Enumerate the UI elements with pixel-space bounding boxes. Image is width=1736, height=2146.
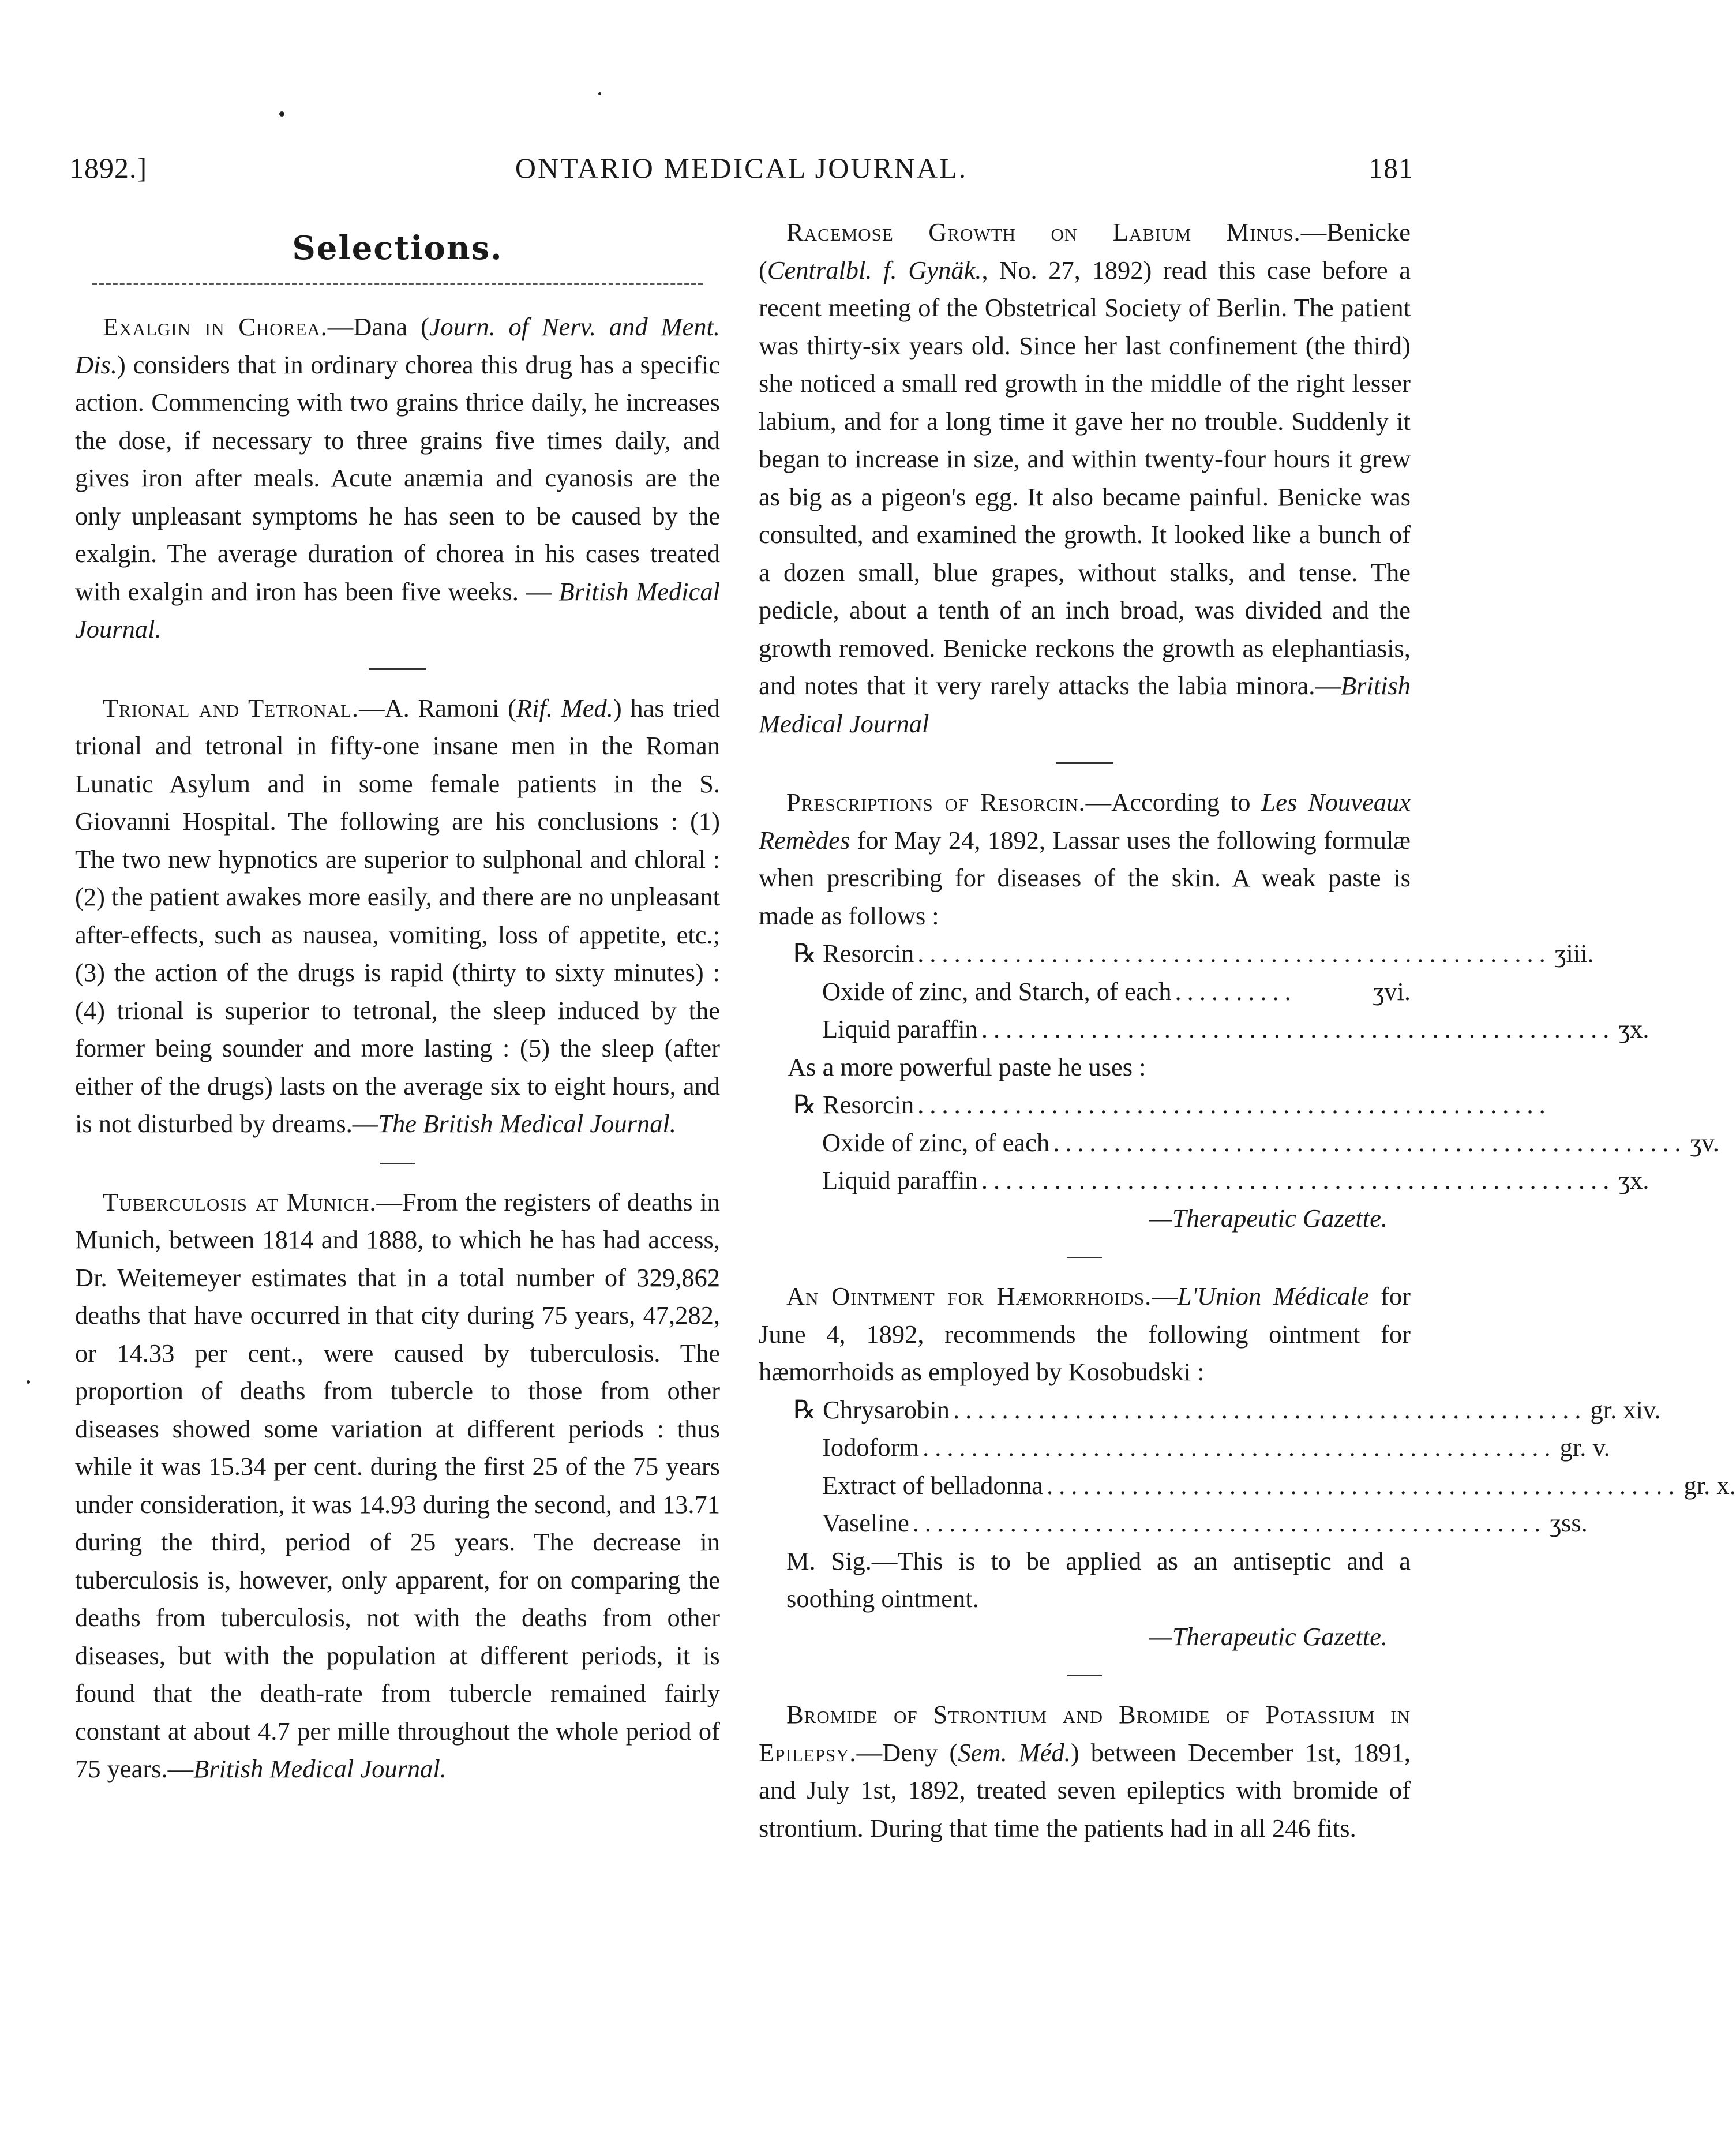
article-author: Dana <box>353 312 408 341</box>
article-title: Exalgin in Chorea. <box>103 312 328 341</box>
right-column <box>759 214 1736 1847</box>
article-text: considers that in ordinary chorea this drug has a specific action. Commencing with two grains thrice daily, he increases the dose, if necessary to three grains five times daily, and gives iron after meals. Acute anæmia and cyanosis are the only unpleasant symptoms he has seen to be caused by the exalgin. The average duration of chorea in his cases treated with exalgin and iron has been five weeks. <box>75 350 720 606</box>
article-author: A. Ramoni <box>384 693 500 722</box>
quantity: gr. v. <box>1559 1433 1610 1462</box>
ink-speck <box>279 111 284 117</box>
prescription-line: Liquid paraffin .................................................... ʒx. <box>793 1010 1411 1048</box>
article-resorcin: Prescriptions of Resorcin.—According to Les Nouveaux Remèdes for May 24, 1892, Lassar uses the following formulæ when prescribing for diseases of the skin. A weak paste is made as follows : <box>759 788 1411 930</box>
quantity: ʒiii. <box>1554 939 1594 968</box>
running-header <box>69 151 1413 192</box>
prescription-line: Iodoform .................................................... gr. v. <box>793 1429 1411 1467</box>
article-author: Deny <box>882 1737 938 1767</box>
article-credit: British Medical Journal. <box>75 576 720 643</box>
ink-speck <box>598 92 601 95</box>
article-credit: —Therapeutic Gazette. <box>1149 1621 1388 1651</box>
article-bromide: Bromide of Strontium and Bromide of Potassium in Epilepsy.—Deny (Sem. Méd.) between December 1st, 1891, and July 1st, 1892, treated seven epileptics with bromide of strontium. During that time the patients had in all 246 fits. <box>759 1700 1411 1842</box>
prescription-line: Extract of belladonna .................................................... gr. x. <box>793 1467 1411 1505</box>
article-text: From the registers of deaths in Munich, between 1814 and 1888, to which he has had access, Dr. Weitemeyer estimates that in a total number of 329,862 deaths that have occurred in that city during 75 years, 47,282, or 14.33 per cent., were caused by tuberculosis. The proportion of deaths from tubercle to those from other diseases showed some variation at different periods : thus while it was 15.34 per cent. during the first 25 of the 75 years under consideration, it was 14.93 during the second, and 13.71 during the third, period of 25 years. The decrease in tuberculosis is, however, only apparent, for on comparing the deaths from tuberculosis, not with the deaths from other diseases, but with the population at different periods, it is found that the death-rate from tubercle remained fairly constant at about 4.7 per mille throughout the whole period of 75 years. <box>75 1187 720 1783</box>
article-title: Prescriptions of Resorcin. <box>786 788 1086 817</box>
ingredient: Liquid paraffin <box>822 1166 978 1194</box>
article-source: Rif. Med. <box>516 693 613 722</box>
article-text: for May 24, 1892, Lassar uses the following formulæ when prescribing for diseases of the skin. A weak paste is made as follows : <box>759 825 1411 930</box>
prescription-note-text: As a more powerful paste he uses : <box>788 1052 1146 1081</box>
article-divider <box>369 668 426 670</box>
prescription-weak-paste <box>788 935 1719 1200</box>
article-text: According to <box>1111 788 1251 817</box>
ingredient: ℞ Chrysarobin <box>793 1395 950 1424</box>
prescription-ointment <box>793 1391 1736 1542</box>
prescription-line: Oxide of zinc, of each .................................................... ʒv. <box>793 1124 1411 1162</box>
header-journal-title: ONTARIO MEDICAL JOURNAL. <box>515 152 968 184</box>
article-text: , No. 27, 1892) read this case before a recent meeting of the Obstetrical Society of Berlin. The patient was thirty-six years old. Since her last confinement (the third) she noticed a small red growth in the middle of the right lesser labium, and for a long time it gave her no trouble. Suddenly it began to increase in size, and within twenty-four hours it grew as big as a pigeon's egg. It also became painful. Benicke was consulted, and examined the growth. It looked like a bunch of a dozen small, blue grapes, without stalks, and tense. The pedicle, about a tenth of an inch broad, was divided and the growth removed. Benicke reckons the growth as elephantiasis, and notes that it very rarely attacks the labia minora. <box>759 255 1411 700</box>
prescription-line: Liquid paraffin .................................................... ʒx. <box>793 1162 1411 1200</box>
ingredient: Extract of belladonna <box>822 1470 1044 1500</box>
quantity: ʒx. <box>1618 1166 1649 1194</box>
article-divider <box>1056 762 1113 764</box>
article-text: has tried trional and tetronal in fifty-one insane men in the Roman Lunatic Asylum and in some female patients in the S. Giovanni Hospital. The following are his conclusions : (1) The two new hypnotics are superior to sulphonal and chloral : (2) the patient awakes more easily, and there are no unpleasant after-effects, such as nausea, vomiting, loss of appetite, etc.; (3) the action of the drugs is rapid (thirty to sixty minutes) : (4) trional is superior to tetronal, the sleep induced by the former being sounder and more lasting : (5) the sleep (after either of the drugs) lasts on the average six to eight hours, and is not disturbed by dreams. <box>75 693 720 1138</box>
article-credit: —Therapeutic Gazette. <box>1149 1203 1388 1233</box>
article-ointment: An Ointment for Hæmorrhoids.—L'Union Médicale for June 4, 1892, recommends the following ointment for hæmorrhoids as employed by Kosobudski : <box>759 1282 1411 1386</box>
article-credit: British Medical Journal <box>759 671 1411 738</box>
article-racemose: Racemose Growth on Labium Minus.—Benicke (Centralbl. f. Gynäk., No. 27, 1892) read this case before a recent meeting of the Obstetrical Society of Berlin. The patient was thirty-six years old. Since her last confinement (the third) she noticed a small red growth in the middle of the right lesser labium, and for a long time it gave her no trouble. Suddenly it began to increase in size, and within twenty-four hours it grew as big as a pigeon's egg. It also became painful. Benicke was consulted, and examined the growth. It looked like a bunch of a dozen small, blue grapes, without stalks, and tense. The pedicle, about a tenth of an inch broad, was divided and the growth removed. Benicke reckons the growth as elephantiasis, and notes that it very rarely attacks the labia minora.—British Medical Journal <box>759 218 1411 738</box>
article-title: Racemose Growth on Labium Minus. <box>786 218 1301 246</box>
left-column <box>75 214 720 1788</box>
article-tuberculosis: Tuberculosis at Munich.—From the registers of deaths in Munich, between 1814 and 1888, to which he has had access, Dr. Weitemeyer estimates that in a total number of 329,862 deaths that have occurred in that city during 75 years, 47,282, or 14.33 per cent., were caused by tuberculosis. The proportion of deaths from tubercle to those from other diseases showed some variation at different periods : thus while it was 15.34 per cent. during the first 25 of the 75 years under consideration, it was 14.93 during the second, and 13.71 during the third, period of 25 years. The decrease in tuberculosis is, however, only apparent, for on comparing the deaths from tuberculosis, not with the deaths from other diseases, but with the population at different periods, it is found that the death-rate from tubercle remained fairly constant at about 4.7 per mille throughout the whole period of 75 years.—British Medical Journal. <box>75 1187 720 1783</box>
quantity: ʒv. <box>1690 1128 1719 1157</box>
ingredient: Oxide of zinc, and Starch, of each <box>822 976 1172 1006</box>
prescription-line: ℞ Resorcin .................................................... <box>793 1086 1411 1124</box>
prescription-line: Vaseline .................................................... ʒss. <box>793 1504 1411 1542</box>
header-page-number: 181 <box>1368 152 1413 184</box>
ingredient: Oxide of zinc, of each <box>822 1128 1050 1157</box>
ingredient: ℞ Resorcin <box>793 1090 914 1119</box>
article-divider <box>380 1163 415 1164</box>
prescription-line: ℞ Resorcin .................................................... ʒiii. <box>793 935 1411 973</box>
prescription-note <box>788 1048 1411 1087</box>
quantity: ʒss. <box>1550 1508 1588 1537</box>
ingredient: Iodoform <box>822 1433 920 1462</box>
article-author: Benicke <box>1326 218 1411 246</box>
article-source: Journ. of Nerv. and Ment. Dis. <box>75 312 720 379</box>
quantity: ʒx. <box>1618 1014 1649 1043</box>
article-title: Trional and Tetronal. <box>103 693 359 722</box>
article-source: Sem. Méd. <box>958 1737 1071 1767</box>
article-title: Tuberculosis at Munich. <box>103 1187 377 1216</box>
quantity: ʒvi. <box>1373 976 1411 1006</box>
article-title: Bromide of Strontium and Bromide of Potassium in Epilepsy. <box>759 1700 1411 1767</box>
article-trional: Trional and Tetronal.—A. Ramoni (Rif. Med.) has tried trional and tetronal in fifty-one insane men in the Roman Lunatic Asylum and in some female patients in the S. Giovanni Hospital. The following are his conclusions : (1) The two new hypnotics are superior to sulphonal and chloral : (2) the patient awakes more easily, and there are no unpleasant after-effects, such as nausea, vomiting, loss of appetite, etc.; (3) the action of the drugs is rapid (thirty to sixty minutes) : (4) trional is superior to tetronal, the sleep induced by the former being sounder and more lasting : (5) the sleep (after either of the drugs) lasts on the average six to eight hours, and is not disturbed by dreams.—The British Medical Journal. <box>75 693 720 1138</box>
ingredient: ℞ Resorcin <box>793 939 914 968</box>
article-divider <box>1067 1257 1102 1258</box>
ingredient: Liquid paraffin <box>822 1014 978 1043</box>
section-divider <box>92 283 703 285</box>
article-text: between December 1st, 1891, and July 1st, 1892, treated seven epileptics with bromide of strontium. During that time the patients had in all 246 fits. <box>759 1737 1411 1842</box>
article-title: An Ointment for Hæmorrhoids. <box>786 1282 1152 1310</box>
prescription-line: ℞ Chrysarobin .................................................... gr. xiv. <box>793 1391 1411 1429</box>
article-source: L'Union Médicale <box>1177 1282 1369 1310</box>
header-year: 1892.] <box>69 152 148 184</box>
quantity: gr. x. <box>1683 1470 1736 1500</box>
section-title: Selections. <box>292 229 503 267</box>
ingredient: Vaseline <box>822 1508 909 1537</box>
article-divider <box>1067 1675 1102 1676</box>
article-text: for June 4, 1892, recommends the following ointment for hæmorrhoids as employed by Kosobudski : <box>759 1282 1411 1386</box>
ink-speck <box>27 1380 30 1384</box>
article-credit: The British Medical Journal. <box>378 1109 676 1138</box>
article-credit: British Medical Journal. <box>193 1754 447 1783</box>
prescription-line: Oxide of zinc, and Starch, of each .......... ʒvi. <box>793 973 1411 1011</box>
article-source: Centralbl. f. Gynäk. <box>767 255 982 284</box>
article-source: Les Nouveaux Remèdes <box>759 788 1411 855</box>
prescription-directions: M. Sig.—This is to be applied as an antiseptic and a soothing ointment. <box>786 1546 1411 1613</box>
quantity: gr. xiv. <box>1590 1395 1661 1424</box>
article-exalgin: Exalgin in Chorea.—Dana (Journ. of Nerv. and Ment. Dis.) considers that in ordinary chorea this drug has a specific action. Commencing with two grains thrice daily, he increases the dose, if necessary to three grains five times daily, and gives iron after meals. Acute anæmia and cyanosis are the only unpleasant symptoms he has seen to be caused by the exalgin. The average duration of chorea in his cases treated with exalgin and iron has been five weeks. — British Medical Journal. <box>75 312 720 643</box>
